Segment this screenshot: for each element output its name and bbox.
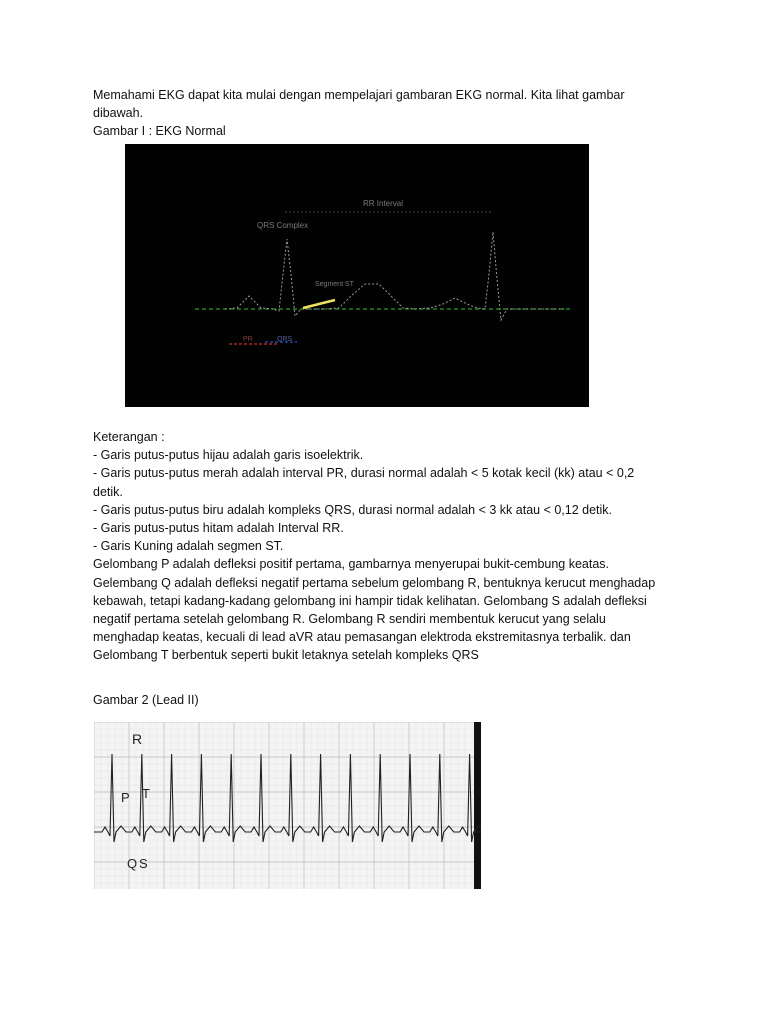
paragraph-line: Gelombang P adalah defleksi positif pertama, gambarnya menyerupai bukit-cembung keatas.: [93, 557, 610, 572]
intro-line-2: dibawah.: [93, 106, 144, 121]
intro-line-1: Memahami EKG dapat kita mulai dengan mempelajari gambaran EKG normal. Kita lihat gambar: [93, 88, 625, 102]
legend-section: [93, 428, 693, 665]
paragraph-line: menghadap keatas, kecuali di lead aVR atau pemasangan elektroda ekstremitasnya terbalik. dan: [93, 630, 631, 645]
st-segment-label: Segment ST: [315, 281, 354, 288]
figure2-caption: Gambar 2 (Lead II): [93, 693, 199, 707]
legend-item: - Garis putus-putus hitam adalah Interval RR.: [93, 521, 344, 536]
ekg-grid: [94, 722, 474, 889]
legend-item: - Garis Kuning adalah segmen ST.: [93, 539, 284, 554]
ekg-normal-figure: [125, 144, 589, 407]
intro-text: [93, 86, 693, 141]
strip-right-border: [474, 722, 481, 889]
lead-ii-strip: [94, 722, 481, 889]
q-wave-label: Q: [127, 856, 138, 871]
lead-ii-figure: [94, 722, 481, 889]
legend-title: Keterangan :: [93, 430, 165, 444]
figure1-caption: Gambar I : EKG Normal: [93, 124, 226, 139]
r-wave-label: R: [132, 731, 143, 747]
legend-item: - Garis putus-putus biru adalah kompleks QRS, durasi normal adalah < 3 kk atau < 0,12 detik.: [93, 502, 613, 517]
figure2-caption-block: [93, 691, 693, 709]
paragraph-line: Gelombang T berbentuk seperti bukit letaknya setelah kompleks QRS: [93, 648, 479, 663]
t-wave-label: T: [142, 786, 150, 801]
s-wave-label: S: [139, 856, 148, 871]
ekg-trace-beat-2: [415, 232, 565, 320]
pr-label: PR: [243, 336, 253, 343]
paragraph-line: Gelembang Q adalah defleksi negatif pertama sebelum gelombang R, bentuknya kerucut menghadap: [93, 575, 656, 590]
legend-item: - Garis putus-putus merah adalah interval PR, durasi normal adalah < 5 kotak kecil (kk) atau < 0,2: [93, 466, 635, 481]
st-segment-line: [303, 300, 335, 308]
legend-item: detik.: [93, 484, 123, 499]
ekg-normal-diagram: [125, 144, 589, 407]
qrs-complex-label: QRS Complex: [257, 221, 309, 230]
paragraph-line: negatif pertama setelah gelombang R. Gelombang R sendiri membentuk kerucut yang selalu: [93, 612, 606, 627]
p-wave-label: P: [121, 790, 130, 805]
rr-interval-label: RR Interval: [363, 199, 404, 208]
qrs-small-label: QRS: [277, 336, 293, 343]
paragraph-line: kebawah, tetapi kadang-kadang gelombang ini hampir tidak kelihatan. Gelombang S adalah defleksi: [93, 593, 647, 608]
legend-item: - Garis putus-putus hijau adalah garis isoelektrik.: [93, 448, 364, 463]
